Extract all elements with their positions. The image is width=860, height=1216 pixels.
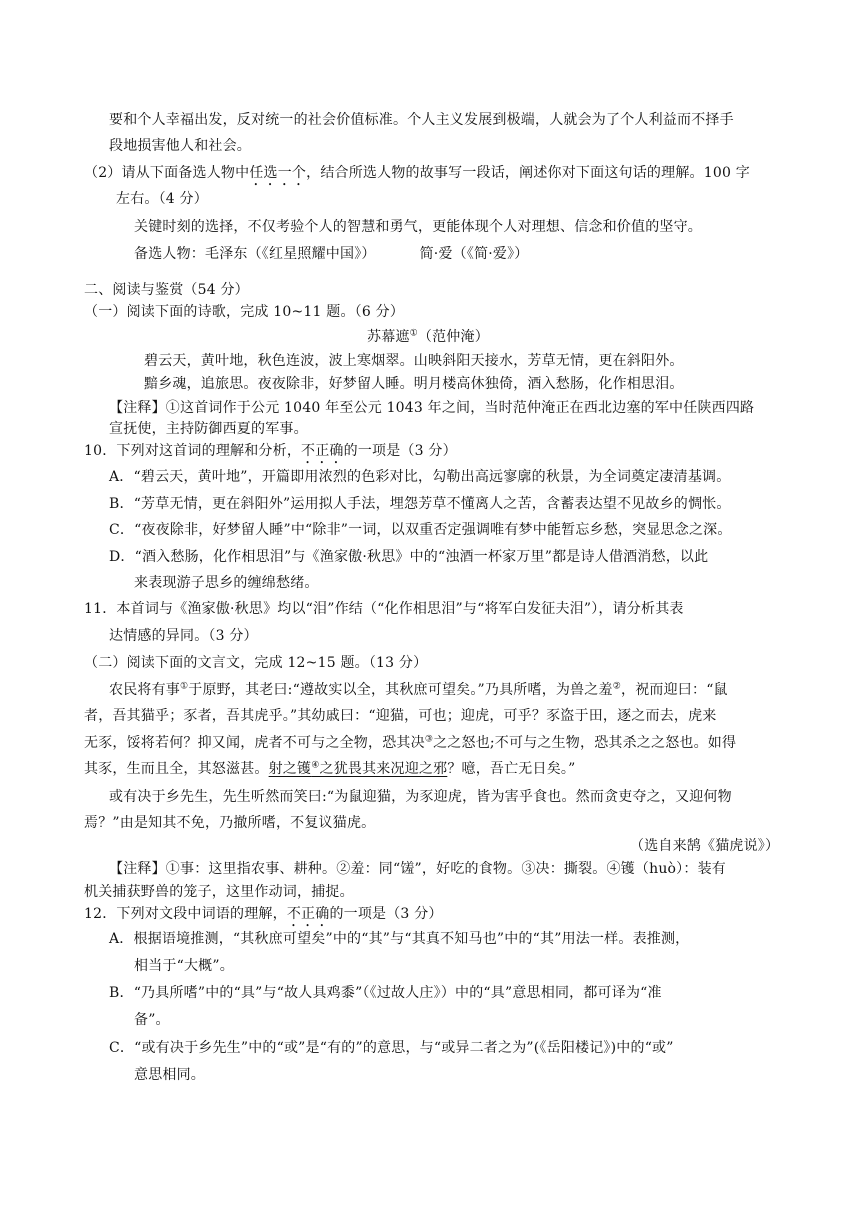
prose-line: 其豕，生而且全，其怒滋甚。射之镬④之犹畏其来况迎之邪？噫，吾亡无日矣。” xyxy=(84,760,576,777)
subsection-intro: （二）阅读下面的文言文，完成 12~15 题。（13 分） xyxy=(84,655,428,671)
poem-title: 苏幕遮①（范仲淹） xyxy=(367,328,489,345)
question-10-stem: 10．下列对这首词的理解和分析，不正确的一项是（3 分） xyxy=(84,443,457,459)
option-d: D．“酒入愁肠，化作相思泪”与《渔家傲·秋思》中的“浊酒一杯家万里”都是诗人借酒消愁，以此 xyxy=(109,549,709,565)
question-9-2-stem: （2）请从下面备选人物中任选一个，结合所选人物的故事写一段话，阐述你对下面这句话的理解。100 字 xyxy=(84,165,750,181)
option-a: 相当于“大概”。 xyxy=(134,958,234,974)
underlined-sentence: 射之镬④之犹畏其来况迎之邪 xyxy=(268,760,448,777)
footnote-marker: ④ xyxy=(311,760,320,771)
question-11-stem: 达情感的异同。（3 分） xyxy=(109,628,258,644)
emphasis-text: 任选一个 xyxy=(249,165,307,181)
footnote-marker: ② xyxy=(612,681,621,692)
prose-line: 农民将有事①于原野，其老曰:“遵故实以全，其秋庶可望矣。”乃具所嗜，为兽之羞②，祝而迎曰：“鼠 xyxy=(109,681,728,698)
option-d: 来表现游子思乡的缠绵愁绪。 xyxy=(134,575,319,591)
option-a: A．根据语境推测，“其秋庶可望矣”中的“其”与“其真不知马也”中的“其”用法一样。表推测， xyxy=(109,931,690,947)
emphasis-text: 不正确 xyxy=(286,906,330,922)
prose-line: 焉？”由是知其不免，乃撤所嗜，不复议猫虎。 xyxy=(84,815,376,831)
option-b: 备”。 xyxy=(134,1012,170,1028)
prose-line: 无豕，馁将若何？抑又闻，虎者不可与之全物，恐其决③之之怒也;不可与之生物，恐其杀之之怒也。如得 xyxy=(84,734,737,751)
option-b: B．“芳草无情，更在斜阳外”运用拟人手法，埋怨芳草不懂离人之苦，含蓄表达望不见故乡的惆怅。 xyxy=(109,496,731,512)
subsection-intro: （一）阅读下面的诗歌，完成 10~11 题。（6 分） xyxy=(84,304,405,320)
section-heading: 二、阅读与鉴赏（54 分） xyxy=(84,282,249,298)
footnote-marker: ① xyxy=(180,681,189,692)
prose-line: 或有决于乡先生，先生听然而笑曰:“为鼠迎猫，为豕迎虎，皆为害乎食也。然而贪吏夺之，又迎何物 xyxy=(109,789,732,805)
quote-text: 关键时刻的选择，不仅考验个人的智慧和勇气，更能体现个人对理想、信念和价值的坚守。 xyxy=(134,219,702,235)
footnote-marker: ③ xyxy=(424,734,434,745)
poem-stanza: 黯乡魂，追旅思。夜夜除非，好梦留人睡。明月楼高休独倚，酒入愁肠，化作相思泪。 xyxy=(144,376,684,392)
option-a: A．“碧云天，黄叶地”，开篇即用浓烈的色彩对比，勾勒出高远寥廓的秋景，为全词奠定凄清基调。 xyxy=(109,469,731,485)
option-c: 意思相同。 xyxy=(134,1067,205,1083)
source-citation: （选自来鹄《猫虎说》） xyxy=(630,838,780,854)
annotation: 机关捕获野兽的笼子，这里作动词，捕捉。 xyxy=(84,884,354,900)
annotation: 【注释】①事：这里指农事、耕种。②羞：同“馐”，好吃的食物。③决：撕裂。④镬（huò）：装有 xyxy=(109,861,726,877)
option-b: B．“乃具所嗜”中的“具”与“故人具鸡黍”（《过故人庄》）中的“具”意思相同，都可译为“准 xyxy=(109,985,662,1001)
question-9-2-stem: 左右。（4 分） xyxy=(116,191,208,207)
candidate-figures: 备选人物：毛泽东（《红星照耀中国》） 简·爱（《简·爱》） xyxy=(134,246,529,262)
emphasis-text: 不正确 xyxy=(301,443,344,459)
annotation: 【注释】①这首词作于公元 1040 年至公元 1043 年之间，当时范仲淹正在西北边塞的军中任陕西四路 xyxy=(109,400,755,416)
question-12-stem: 12．下列对文段中词语的理解，不正确的一项是（3 分） xyxy=(84,906,443,922)
passage-line: 段地损害他人和社会。 xyxy=(109,138,251,154)
option-c: C．“或有决于乡先生”中的“或”是“有的”的意思，与“或异二者之为”(《岳阳楼记》)中的“或” xyxy=(109,1040,674,1056)
footnote-marker: ① xyxy=(409,328,418,339)
prose-line: 者，吾其猫乎；豕者，吾其虎乎。”其幼戚曰：“迎猫，可也；迎虎，可乎？豕盗于田，逐之而去，虎来 xyxy=(84,708,717,724)
poem-stanza: 碧云天，黄叶地，秋色连波，波上寒烟翠。山映斜阳天接水，芳草无情，更在斜阳外。 xyxy=(144,353,684,369)
passage-line: 要和个人幸福出发，反对统一的社会价值标准。个人主义发展到极端，人就会为了个人利益而不择手 xyxy=(109,112,734,128)
question-11-stem: 11．本首词与《渔家傲·秋思》均以“泪”作结（“化作相思泪”与“将军白发征夫泪”），请分析其表 xyxy=(84,601,684,617)
option-c: C．“夜夜除非，好梦留人睡”中“除非”一词，以双重否定强调唯有梦中能暂忘乡愁，突显思念之深。 xyxy=(109,522,732,538)
annotation: 宣抚使，主持防御西夏的军事。 xyxy=(109,421,308,437)
